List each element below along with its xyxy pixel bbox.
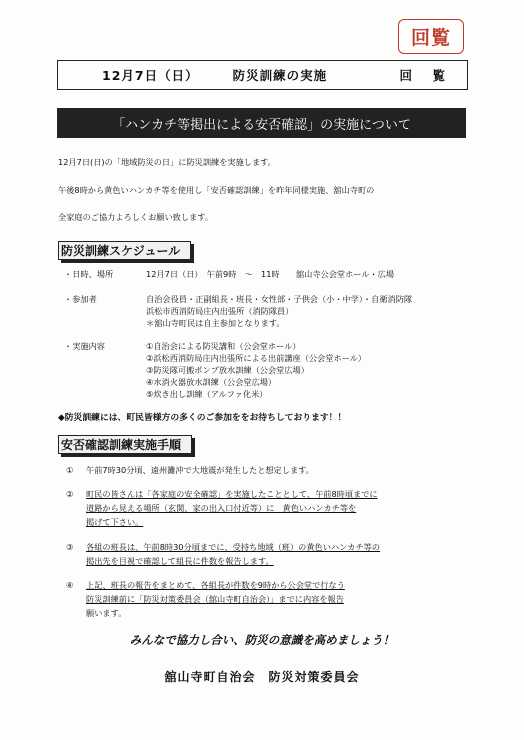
title-date: 12月7日（日） (102, 68, 199, 83)
content-item-4: ④水消火器放水訓練（公会堂広場） (146, 377, 277, 387)
step-4-number: ④ (66, 580, 74, 590)
slogan: みんなで協力し合い、防災の意識を高めましょう！ (129, 633, 395, 647)
intro-line-1: 12月7日(日)の「地域防災の日」に防災訓練を実施します。 (58, 157, 276, 167)
step-4-line-3: 願います。 (86, 608, 127, 618)
title-box (57, 60, 468, 90)
title-circulation: 回 覧 (399, 68, 449, 83)
datetime-label: ・日時、場所 (64, 269, 114, 279)
participants-line-3: ＊舘山寺町民は自主参加となります。 (146, 318, 285, 328)
participants-line-1: 自治会役員・正副組長・班長・女性部・子供会（小・中学）・自衛消防隊 (146, 294, 413, 304)
step-4-line-1: 上記、班長の報告をまとめて、各組長が件数を9時から公会堂で行なう (86, 580, 345, 590)
participants-label: ・参加者 (64, 294, 97, 304)
step-2-number: ② (66, 489, 74, 499)
procedure-heading: 安否確認訓練実施手順 (58, 435, 192, 454)
intro-line-2: 午後8時から黄色いハンカチ等を使用し「安否確認訓練」を昨年同様実施、舘山寺町の (58, 185, 375, 195)
participants-line-2: 浜松市西消防局庄内出張所（消防隊員） (146, 306, 294, 316)
intro-line-3: 全家庭のご協力よろしくお願い致します。 (58, 212, 213, 222)
title-name: 防災訓練の実施 (232, 68, 328, 83)
footer-organization: 舘山寺町自治会 防災対策委員会 (164, 670, 360, 684)
step-2-line-1: 町民の皆さんは「各家庭の安全確認」を実施したこととして、午前8時頃までに (86, 489, 378, 499)
step-3-number: ③ (66, 542, 74, 552)
schedule-heading: 防災訓練スケジュール (58, 241, 191, 260)
step-2-line-3: 掲げて下さい。 (86, 517, 144, 527)
step-3-line-2: 掲出先を目視で確認して組長に件数を報告します。 (86, 556, 274, 566)
content-item-3: ③防災隊可搬ポンプ放水訓練（公会堂広場） (146, 365, 309, 375)
content-item-2: ②浜松西消防局庄内出張所による出前講座（公会堂ホール） (146, 353, 367, 363)
content-label: ・実施内容 (64, 341, 105, 351)
participation-notice: ◆防災訓練には、町民皆様方の多くのご参加ををお待ちしております！！ (58, 413, 347, 423)
circulation-stamp: 回覧 (398, 19, 464, 54)
content-item-5: ⑤炊き出し訓練（アルファ化米） (146, 389, 268, 399)
step-2-line-2: 道路から見える場所（玄関、家の出入口付近等）に 黄色いハンカチ等を (86, 503, 357, 513)
subject-banner: 「ハンカチ等掲出による安否確認」の実施について (57, 108, 466, 138)
content-item-1: ①自治会による防災講和（公会堂ホール） (146, 341, 301, 351)
step-1-line-1: 午前7時30分頃、遠州灘沖で大地震が発生したと想定します。 (86, 465, 314, 475)
step-4-line-2: 防災訓練前に「防災対策委員会（舘山寺町自治会）」までに内容を報告 (86, 594, 344, 604)
step-1-number: ① (66, 465, 74, 475)
step-3-line-1: 各組の班長は、午前8時30分頃までに、受持ち地域（班）の黄色いハンカチ等の (86, 542, 381, 552)
datetime-value: 12月7日（日） 午前9時 ～ 11時 舘山寺公会堂ホール・広場 (146, 269, 395, 279)
